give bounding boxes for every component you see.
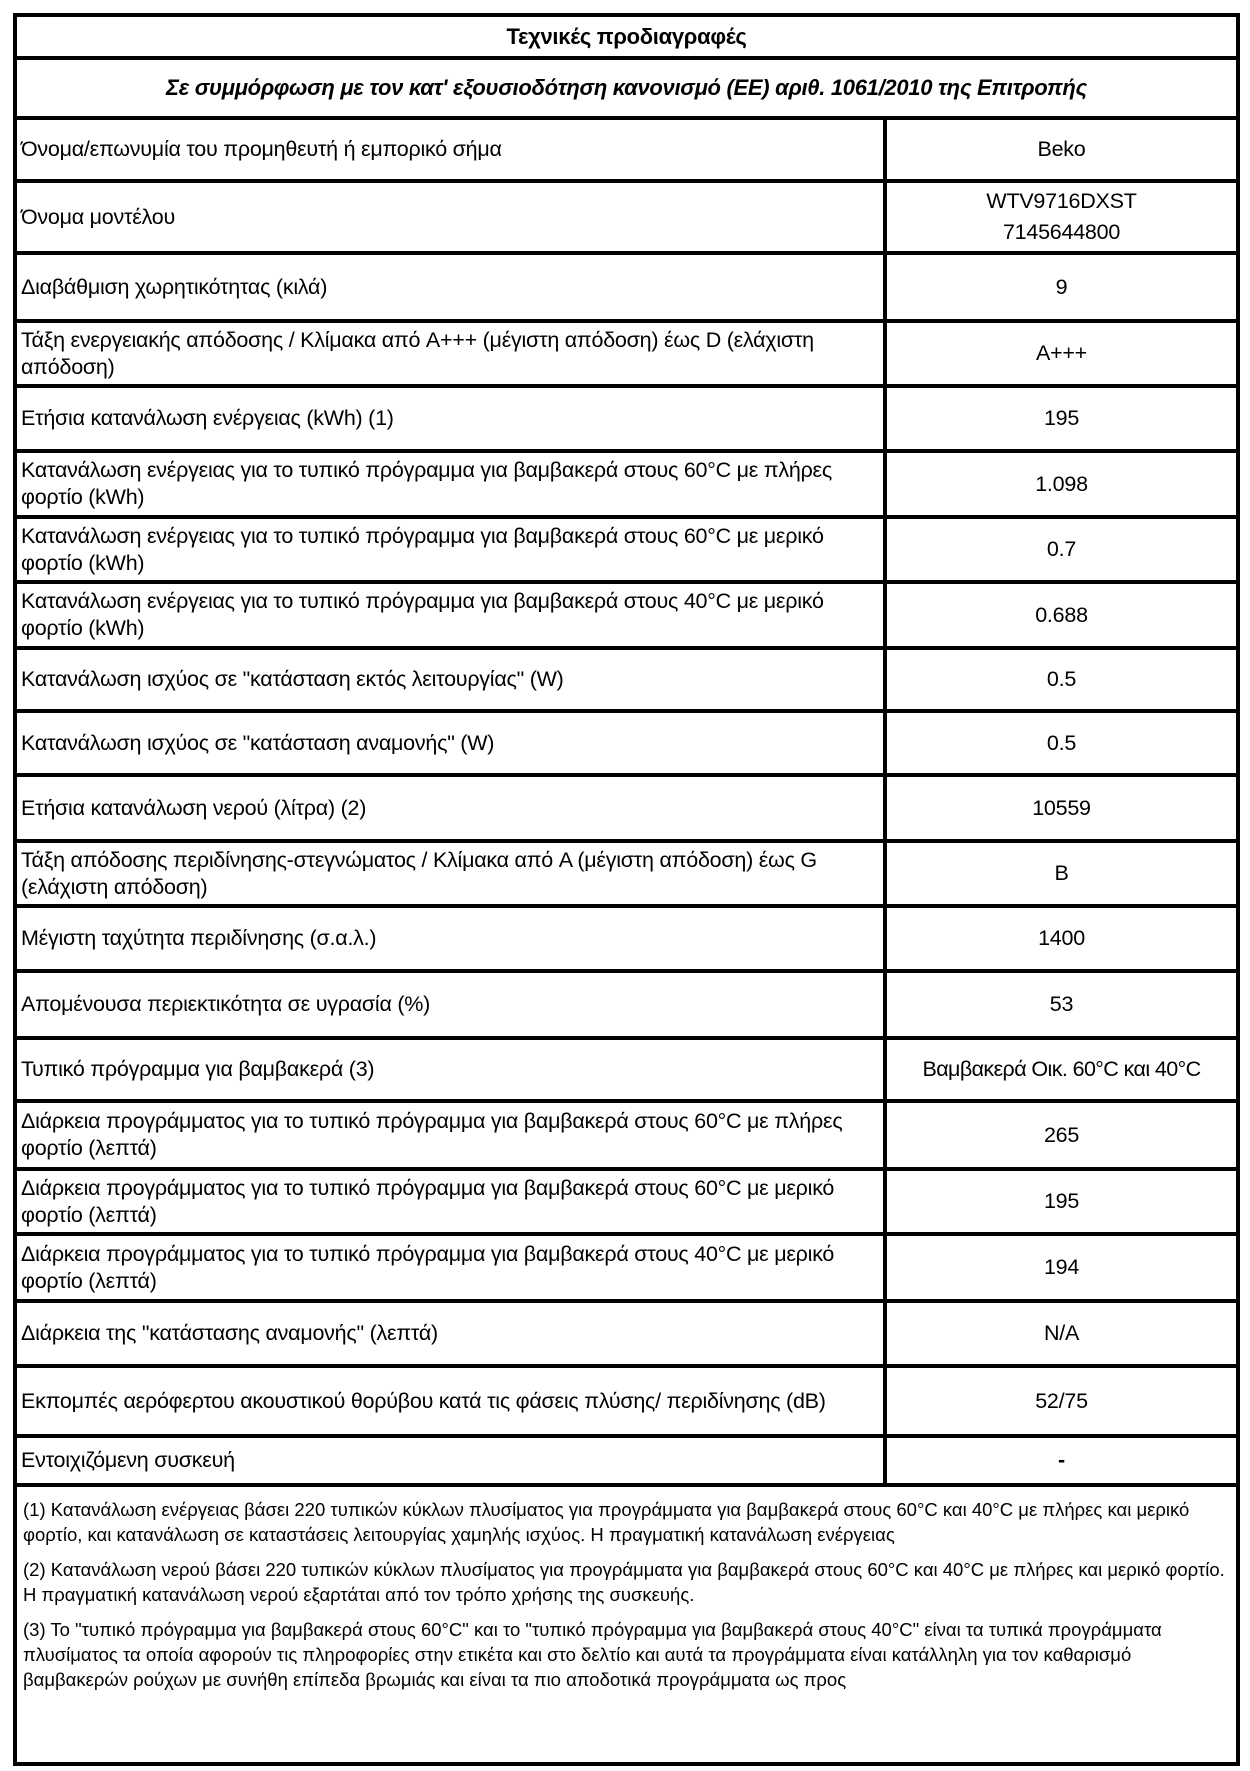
row-value: 0.688 — [1035, 602, 1088, 627]
row-label: Τυπικό πρόγραμμα για βαμβακερά (3) — [17, 1040, 887, 1099]
row-label: Κατανάλωση ενέργειας για το τυπικό πρόγραμμα για βαμβακερά στους 60°C με μερικό φορτίο (kWh) — [17, 519, 887, 580]
row-label: Κατανάλωση ισχύος σε "κατάσταση αναμονής" (W) — [17, 713, 887, 773]
row-label: Εκπομπές αερόφερτου ακουστικού θορύβου κατά τις φάσεις πλύσης/ περιδίνησης (dB) — [17, 1368, 887, 1434]
row-label: Ετήσια κατανάλωση ενέργειας (kWh) (1) — [17, 388, 887, 449]
row-label: Όνομα μοντέλου — [17, 183, 887, 251]
row-label: Τάξη ενεργειακής απόδοσης / Κλίμακα από A+++ (μέγιστη απόδοση) έως D (ελάχιστη απόδοση) — [17, 323, 887, 384]
row-value: 52/75 — [1035, 1388, 1088, 1413]
table-row — [17, 713, 1236, 777]
table-row — [17, 1040, 1236, 1103]
table-row — [17, 1171, 1236, 1236]
table-row — [17, 388, 1236, 453]
row-label: Τάξη απόδοσης περιδίνησης-στεγνώματος / Κλίμακα από A (μέγιστη απόδοση) έως G (ελάχιστη απόδοση) — [17, 843, 887, 904]
row-value: N/A — [1043, 1321, 1080, 1345]
document-title: Τεχνικές προδιαγραφές — [17, 17, 1236, 60]
row-value: B — [1054, 861, 1069, 885]
row-label: Διάρκεια της "κατάστασης αναμονής" (λεπτά) — [17, 1303, 887, 1364]
row-value: 265 — [1043, 1122, 1080, 1147]
table-row — [17, 1103, 1236, 1171]
table-row — [17, 323, 1236, 388]
footnote-3: (3) Το "τυπικό πρόγραμμα για βαμβακερά στους 60°C" και το "τυπικό πρόγραμμα για βαμβακερά στους 40°C" είναι τα τυπικά προγράμματα πλυσίματος τα οποία αφορούν τις πληροφορίες στην ετικέτα και στο δελτίο και αυτά τα προγράμματα είναι κατάλληλη για τον καθαρισμό βαμβακερών ρούχων με συνήθη επίπεδα βρωμιάς και είναι τα πιο αποδοτικά προγράμματα ως προς — [23, 1619, 1162, 1690]
table-row — [17, 120, 1236, 183]
table-row — [17, 255, 1236, 323]
row-label: Μέγιστη ταχύτητα περιδίνησης (σ.α.λ.) — [17, 908, 887, 969]
row-value: 1400 — [1038, 926, 1085, 950]
row-label: Ετήσια κατανάλωση νερού (λίτρα) (2) — [17, 777, 887, 839]
row-label: Διαβάθμιση χωρητικότητας (κιλά) — [17, 255, 887, 319]
table-row — [17, 584, 1236, 650]
table-row — [17, 843, 1236, 908]
row-value: 0.7 — [1046, 537, 1077, 561]
model-code: 7145644800 — [1002, 220, 1121, 244]
row-value: 1.098 — [1035, 471, 1088, 496]
table-row — [17, 519, 1236, 584]
model-name: WTV9716DXST — [986, 189, 1137, 213]
row-label: Διάρκεια προγράμματος για το τυπικό πρόγραμμα για βαμβακερά στους 60°C με πλήρες φορτίο (λεπτά) — [17, 1103, 887, 1167]
row-value: 195 — [1043, 1189, 1080, 1213]
table-row — [17, 777, 1236, 843]
row-value: 53 — [1049, 992, 1074, 1016]
table-row — [17, 973, 1236, 1040]
table-row — [17, 453, 1236, 519]
spec-table — [17, 120, 1236, 1487]
row-value: 0.5 — [1046, 730, 1077, 755]
table-row — [17, 183, 1236, 255]
row-value: 10559 — [1032, 795, 1091, 820]
row-value: 9 — [1055, 274, 1068, 299]
row-label: Διάρκεια προγράμματος για το τυπικό πρόγραμμα για βαμβακερά στους 40°C με μερικό φορτίο (λεπτά) — [17, 1236, 887, 1299]
table-row — [17, 1368, 1236, 1438]
table-row — [17, 650, 1236, 713]
spec-sheet — [13, 13, 1240, 1766]
table-row — [17, 1303, 1236, 1368]
row-label: Όνομα/επωνυμία του προμηθευτή ή εμπορικό σήμα — [17, 120, 887, 179]
row-label: Κατανάλωση ισχύος σε "κατάσταση εκτός λειτουργίας" (W) — [17, 650, 887, 709]
table-row — [17, 908, 1236, 973]
row-value: 194 — [1043, 1255, 1080, 1279]
table-row — [17, 1236, 1236, 1303]
row-label: Κατανάλωση ενέργειας για το τυπικό πρόγραμμα για βαμβακερά στους 40°C με μερικό φορτίο (kWh) — [17, 584, 887, 646]
document-subtitle: Σε συμμόρφωση με τον κατ' εξουσιοδότηση κανονισμό (ΕΕ) αριθ. 1061/2010 της Επιτροπής — [17, 60, 1236, 120]
row-value: Βαμβακερά Οικ. 60°C και 40°C — [922, 1057, 1201, 1081]
footnote-2: (2) Κατανάλωση νερού βάσει 220 τυπικών κύκλων πλυσίματος για προγράμματα για βαμβακερά στους 60°C και 40°C με πλήρες και μερικό φορτίο. Η πραγματική κατανάλωση νερού εξαρτάται από τον τρόπο χρήσης της συσκευής. — [23, 1559, 1225, 1605]
row-label: Απομένουσα περιεκτικότητα σε υγρασία (%) — [17, 973, 887, 1036]
row-value: Beko — [1037, 137, 1086, 161]
table-row — [17, 1438, 1236, 1487]
footnote-1: (1) Κατανάλωση ενέργειας βάσει 220 τυπικών κύκλων πλυσίματος για προγράμματα για βαμβακερά στους 60°C και 40°C με πλήρες και μερικό φορτίο, και κατανάλωση σε καταστάσεις λειτουργίας χαμηλής ισχύος. Η πραγματική κατανάλωση ενέργειας — [23, 1499, 1190, 1545]
row-value: 195 — [1043, 406, 1080, 430]
row-label: Εντοιχιζόμενη συσκευή — [17, 1438, 887, 1483]
row-value: - — [1058, 1448, 1065, 1472]
row-label: Κατανάλωση ενέργειας για το τυπικό πρόγραμμα για βαμβακερά στους 60°C με πλήρες φορτίο (kWh) — [17, 453, 887, 515]
footnotes — [17, 1487, 1236, 1692]
row-value: 0.5 — [1046, 667, 1077, 691]
row-value: A+++ — [1035, 341, 1087, 365]
row-value — [887, 183, 1236, 251]
row-label: Διάρκεια προγράμματος για το τυπικό πρόγραμμα για βαμβακερά στους 60°C με μερικό φορτίο (λεπτά) — [17, 1171, 887, 1232]
